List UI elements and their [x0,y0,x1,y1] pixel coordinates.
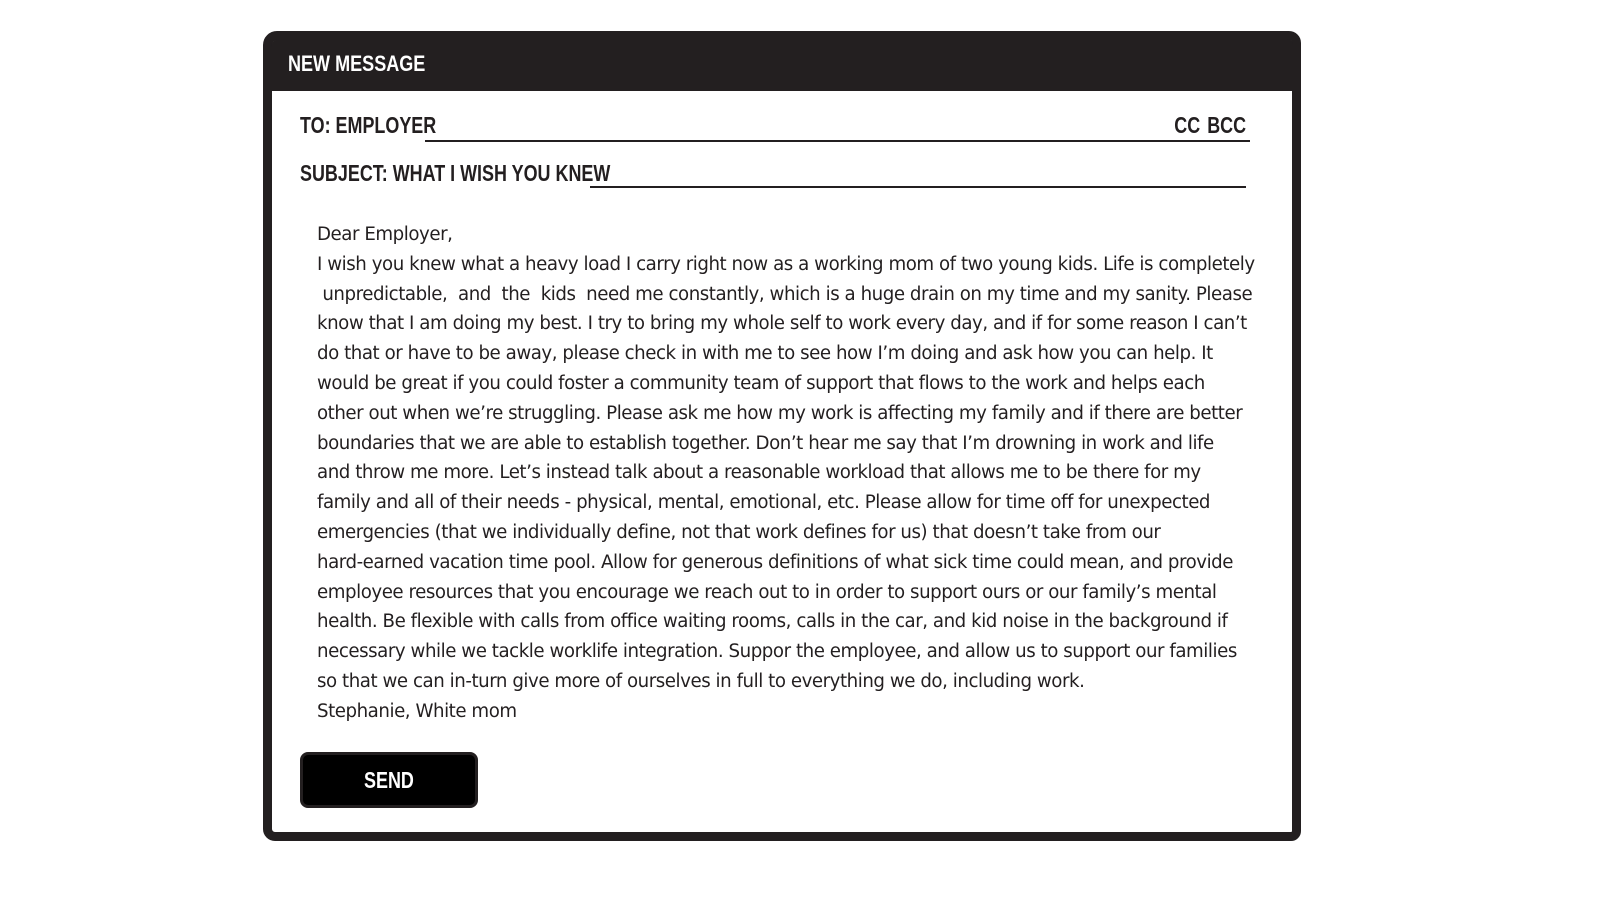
cc-bcc-group [1174,112,1246,139]
bcc-button[interactable]: BCC [1207,112,1246,138]
message-line: health. Be flexible with calls from office waiting rooms, calls in the car, and kid noise in the background if [317,611,1228,633]
message-body[interactable] [317,220,1277,727]
message-line: would be great if you could foster a community team of support that flows to the work and helps each [317,372,1205,394]
message-line: boundaries that we are able to establish together. Don’t hear me say that I’m drowning in work and life [317,432,1214,454]
message-line: emergencies (that we individually define, not that work defines for us) that doesn’t take from our [317,521,1161,543]
to-field-label: TO: EMPLOYER [300,112,437,138]
compose-window [263,31,1301,841]
message-line: I wish you knew what a heavy load I carry right now as a working mom of two young kids. Life is completely [317,253,1255,275]
send-button[interactable] [300,752,478,808]
to-field-row [300,110,1250,144]
message-line: so that we can in-turn give more of ourselves in full to everything we do, including work. [317,670,1085,692]
message-line: do that or have to be away, please check in with me to see how I’m doing and ask how you can help. It [317,343,1213,365]
message-line: family and all of their needs - physical, mental, emotional, etc. Please allow for time off for unexpected [317,492,1211,514]
message-signature: Stephanie, White mom [317,700,517,722]
to-field-input[interactable] [425,140,1250,142]
window-title: NEW MESSAGE [288,51,426,76]
message-line: know that I am doing my best. I try to bring my whole self to work every day, and if for some reason I can’t [317,313,1247,335]
title-bar [271,39,1293,91]
message-line: other out when we’re struggling. Please ask me how my work is affecting my family and if there are better [317,402,1243,424]
send-button-label: SEND [364,766,414,793]
message-line: and throw me more. Let’s instead talk about a reasonable workload that allows me to be there for my [317,462,1201,484]
message-line: unpredictable, and the kids need me constantly, which is a huge drain on my time and my sanity. Please [317,283,1253,305]
subject-field-input[interactable] [590,186,1246,188]
message-greeting: Dear Employer, [317,224,453,245]
message-line: employee resources that you encourage we reach out to in order to support ours or our family’s mental [317,581,1217,603]
subject-field-row [300,158,1250,192]
message-line: necessary while we tackle worklife integration. Suppor the employee, and allow us to support our families [317,641,1237,663]
message-line: hard-earned vacation time pool. Allow for generous definitions of what sick time could mean, and provide [317,551,1234,573]
subject-field-label: SUBJECT: WHAT I WISH YOU KNEW [300,160,611,186]
cc-button[interactable]: CC [1174,112,1201,138]
